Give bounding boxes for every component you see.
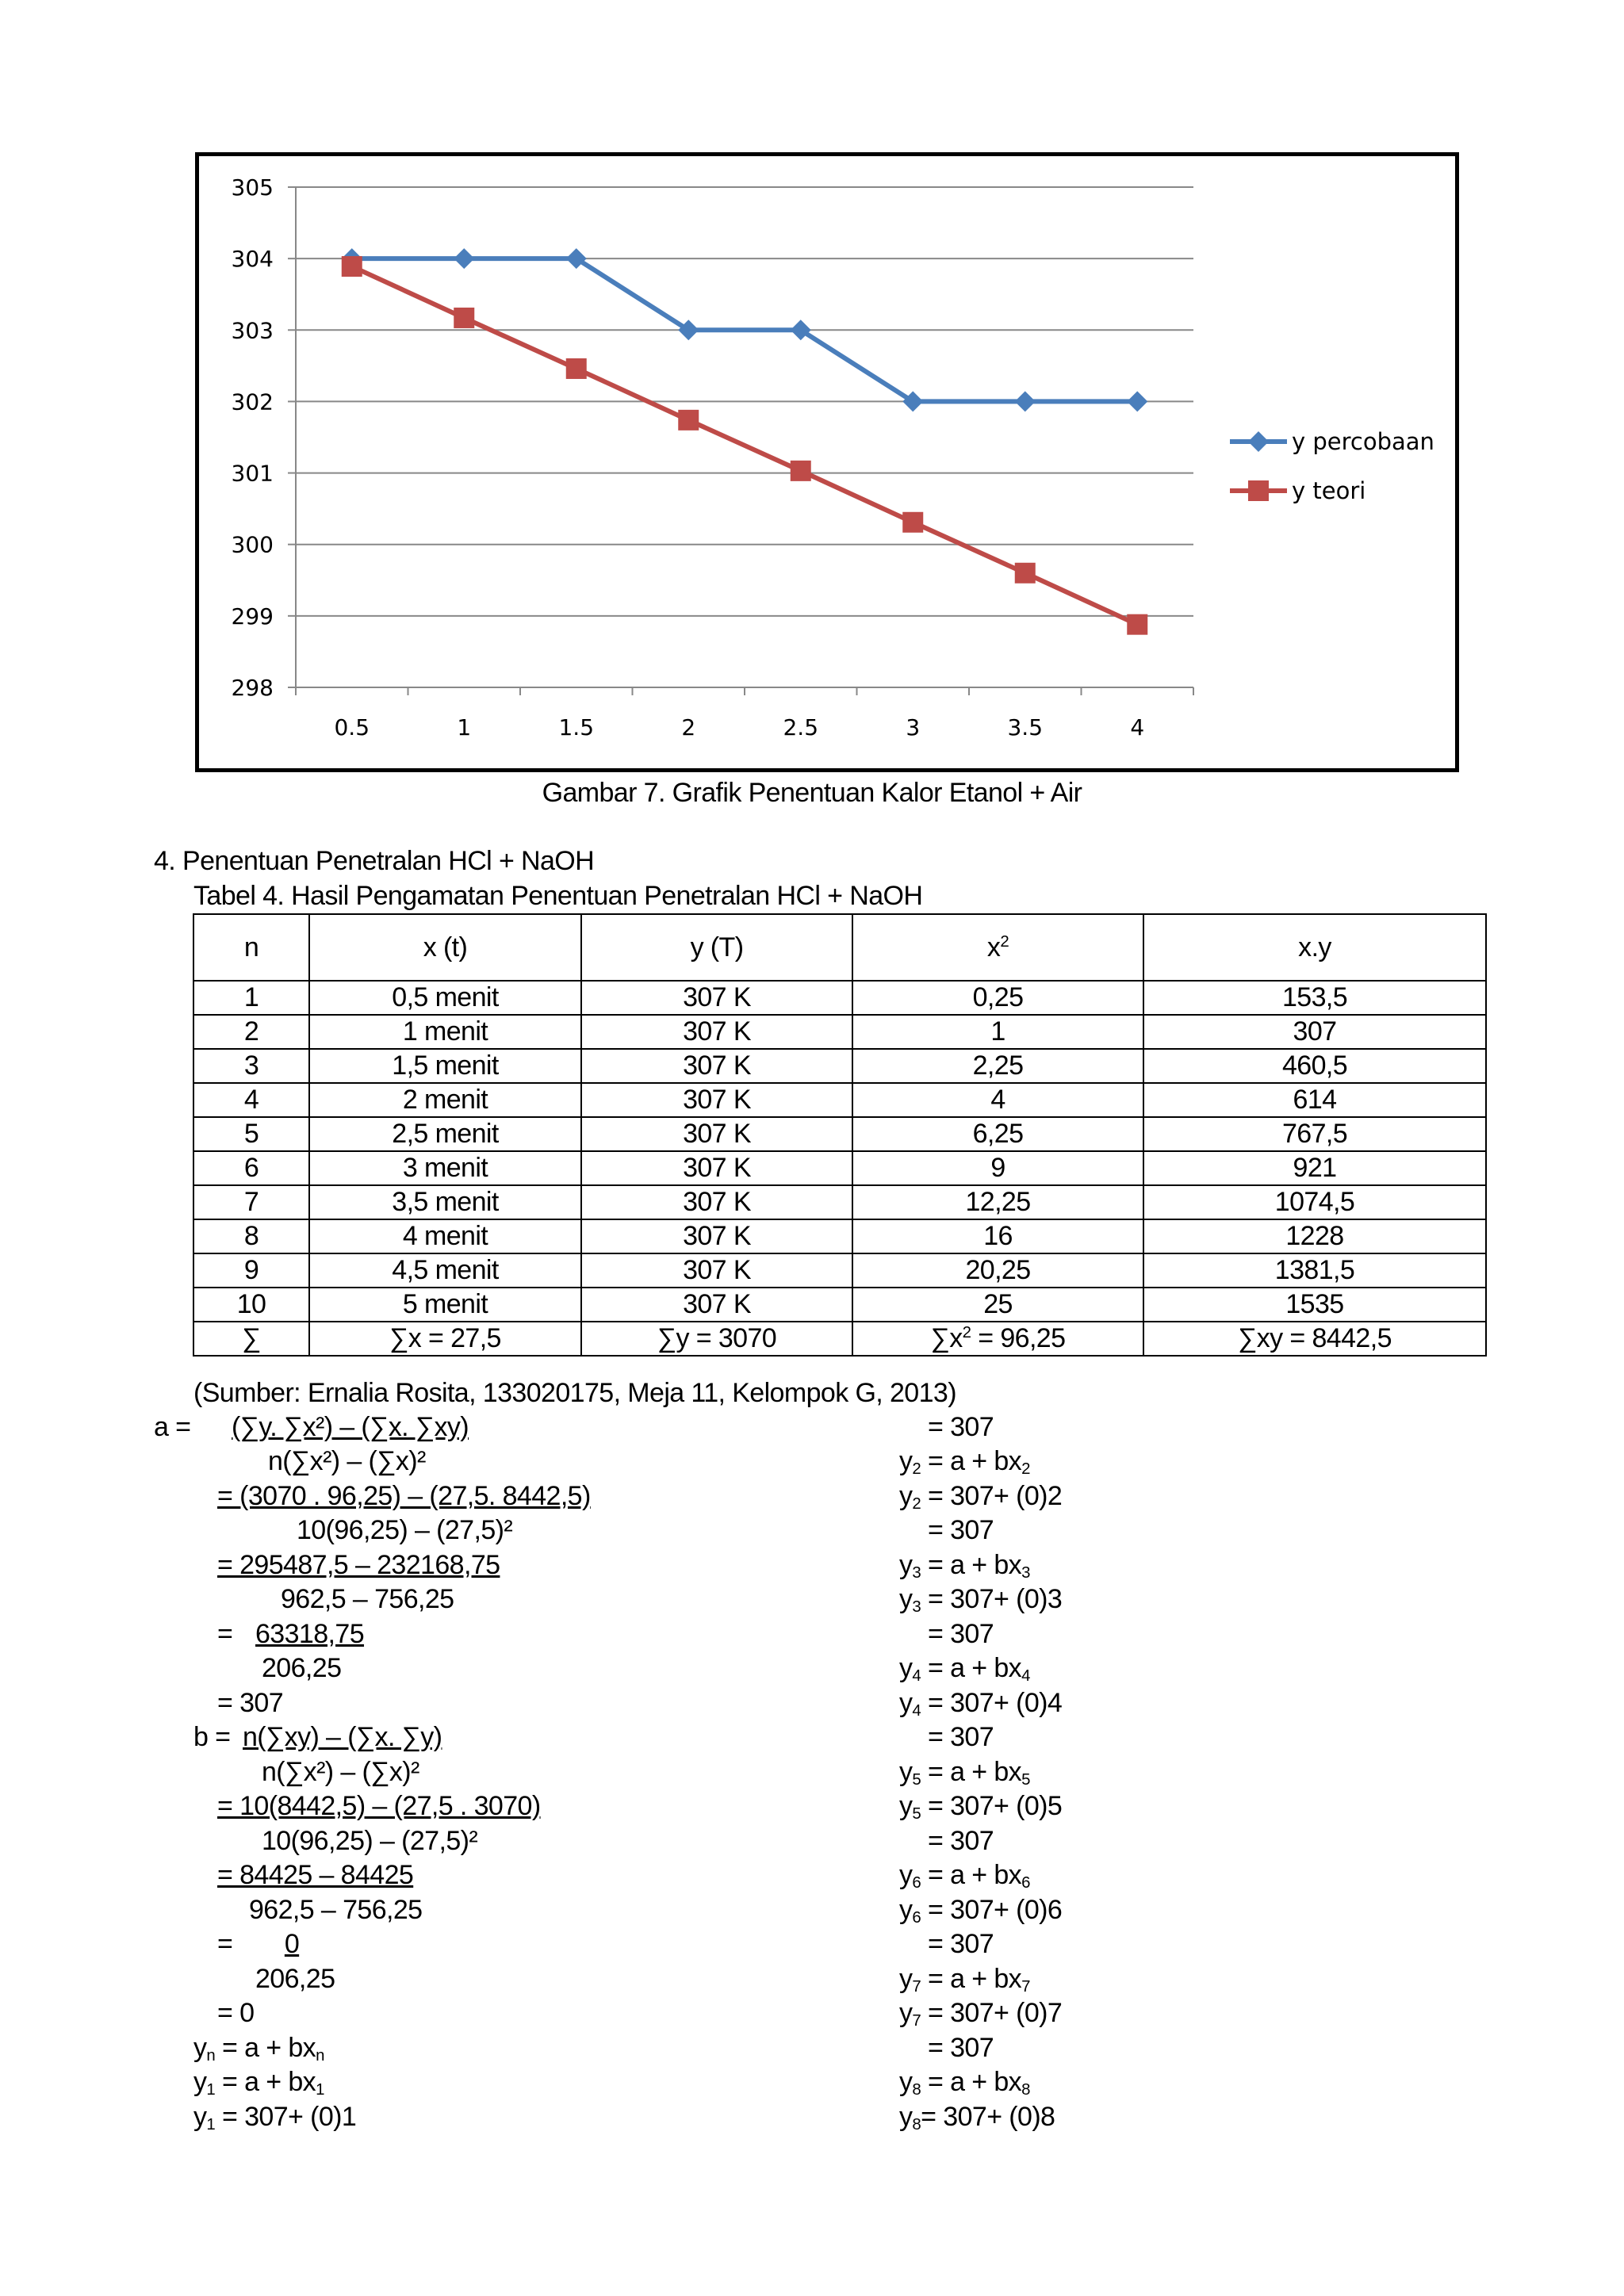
cell-n: 5 bbox=[193, 1117, 309, 1151]
table-source: (Sumber: Ernalia Rosita, 133020175, Meja 11, Kelompok G, 2013) bbox=[193, 1378, 956, 1408]
cell-x2: 1 bbox=[852, 1015, 1143, 1049]
a-step3-denominator: 206,25 bbox=[262, 1653, 342, 1683]
legend-marker bbox=[1248, 480, 1269, 501]
y6-substitution: $y_6 = 307+ (0)6$ bbox=[899, 1895, 1063, 1927]
y3-substitution: $y_3 = 307+ (0)3$ bbox=[899, 1584, 1063, 1617]
x-tick-label: 2.5 bbox=[783, 714, 819, 740]
cell-x2: 9 bbox=[852, 1151, 1143, 1185]
sum-y: ∑y = 3070 bbox=[581, 1322, 852, 1356]
y1-substitution: $y_1 = 307+ (0)1$ bbox=[193, 2102, 357, 2134]
cell-n: 6 bbox=[193, 1151, 309, 1185]
cell-x2: 20,25 bbox=[852, 1253, 1143, 1288]
header-x: x (t) bbox=[309, 914, 581, 981]
cell-y: 307 K bbox=[581, 1117, 852, 1151]
header-y: y (T) bbox=[581, 914, 852, 981]
cell-x2: 2,25 bbox=[852, 1049, 1143, 1083]
y7-formula: $y_7 = a + bx_7$ bbox=[899, 1964, 1030, 1996]
sum-x2: $\sum x^2 = 96,25$ bbox=[852, 1322, 1143, 1356]
y-tick-label: 300 bbox=[231, 531, 274, 558]
cell-x2: 4 bbox=[852, 1083, 1143, 1117]
cell-n: 7 bbox=[193, 1185, 309, 1219]
data-point bbox=[454, 248, 474, 269]
table-row bbox=[193, 1288, 1486, 1322]
data-point bbox=[566, 358, 587, 379]
cell-y: 307 K bbox=[581, 1083, 852, 1117]
b-label: b = bbox=[193, 1722, 231, 1752]
b-step3-numerator: 0 bbox=[284, 1929, 300, 1959]
cell-x: 3,5 menit bbox=[309, 1185, 581, 1219]
table-row bbox=[193, 1253, 1486, 1288]
data-point bbox=[1015, 563, 1036, 584]
cell-n: 3 bbox=[193, 1049, 309, 1083]
line-chart bbox=[199, 156, 1455, 768]
b-step2-denominator: 962,5 – 756,25 bbox=[249, 1895, 423, 1925]
b-denominator: n(∑x²) – (∑x)² bbox=[262, 1757, 419, 1787]
a-numerator: (∑y. ∑x²) – (∑x. ∑xy) bbox=[232, 1412, 469, 1442]
y1-result: = 307 bbox=[928, 1412, 994, 1442]
header-n: n bbox=[193, 914, 309, 981]
table-body bbox=[193, 981, 1486, 1322]
y1-formula: $y_1 = a + bx_1$ bbox=[193, 2067, 324, 2099]
y5-formula: $y_5 = a + bx_5$ bbox=[899, 1757, 1030, 1789]
x-tick-label: 1.5 bbox=[558, 714, 595, 740]
y8-substitution: $y_8= 307+ (0)8$ bbox=[899, 2102, 1055, 2134]
a-step3-equals: = bbox=[217, 1619, 233, 1649]
legend-label: y teori bbox=[1292, 477, 1366, 504]
a-step1-numerator: = (3070 . 96,25) – (27,5. 8442,5) bbox=[217, 1481, 591, 1511]
table-sum-row bbox=[193, 1322, 1486, 1356]
a-denominator: n(∑x²) – (∑x)² bbox=[268, 1446, 426, 1476]
sum-xy: ∑xy = 8442,5 bbox=[1143, 1322, 1486, 1356]
data-point bbox=[1127, 614, 1147, 635]
cell-x: 0,5 menit bbox=[309, 981, 581, 1015]
cell-x: 3 menit bbox=[309, 1151, 581, 1185]
y7-result: = 307 bbox=[928, 2033, 994, 2063]
table-row bbox=[193, 1117, 1486, 1151]
b-step1-numerator: = 10(8442,5) – (27,5 . 3070) bbox=[217, 1791, 541, 1821]
table-row bbox=[193, 1151, 1486, 1185]
table-title: Tabel 4. Hasil Pengamatan Penentuan Penetralan HCl + NaOH bbox=[193, 881, 923, 911]
cell-n: 10 bbox=[193, 1288, 309, 1322]
cell-x: 1 menit bbox=[309, 1015, 581, 1049]
cell-y: 307 K bbox=[581, 1288, 852, 1322]
cell-y: 307 K bbox=[581, 1015, 852, 1049]
data-point bbox=[678, 410, 699, 430]
y-tick-label: 305 bbox=[231, 174, 274, 201]
b-step2-numerator: = 84425 – 84425 bbox=[217, 1860, 414, 1890]
data-point bbox=[791, 461, 811, 481]
a-step1-denominator: 10(96,25) – (27,5)² bbox=[297, 1515, 513, 1545]
cell-y: 307 K bbox=[581, 1253, 852, 1288]
data-point bbox=[454, 308, 474, 328]
x-tick-label: 4 bbox=[1130, 714, 1145, 740]
a-result: = 307 bbox=[217, 1688, 284, 1718]
cell-y: 307 K bbox=[581, 1049, 852, 1083]
sum-x: ∑x = 27,5 bbox=[309, 1322, 581, 1356]
cell-y: 307 K bbox=[581, 1151, 852, 1185]
cell-xy: 1228 bbox=[1143, 1219, 1486, 1253]
header-x2: $x^2$ bbox=[852, 914, 1143, 981]
table-row bbox=[193, 1219, 1486, 1253]
x-tick-label: 1 bbox=[457, 714, 472, 740]
cell-y: 307 K bbox=[581, 981, 852, 1015]
cell-x2: 6,25 bbox=[852, 1117, 1143, 1151]
table-row bbox=[193, 981, 1486, 1015]
data-point bbox=[902, 512, 923, 533]
y-tick-label: 303 bbox=[231, 317, 274, 344]
cell-n: 4 bbox=[193, 1083, 309, 1117]
a-step3-numerator: 63318,75 bbox=[255, 1619, 365, 1649]
b-step3-denominator: 206,25 bbox=[255, 1964, 335, 1994]
y6-result: = 307 bbox=[928, 1929, 994, 1959]
cell-x: 1,5 menit bbox=[309, 1049, 581, 1083]
b-step3-equals: = bbox=[217, 1929, 233, 1959]
cell-x: 4,5 menit bbox=[309, 1253, 581, 1288]
x-tick-label: 0.5 bbox=[334, 714, 370, 740]
cell-y: 307 K bbox=[581, 1185, 852, 1219]
table-row bbox=[193, 1083, 1486, 1117]
legend-marker bbox=[1248, 431, 1269, 452]
a-step2-denominator: 962,5 – 756,25 bbox=[281, 1584, 454, 1614]
observation-table bbox=[193, 913, 1487, 1357]
y3-formula: $y_3 = a + bx_3$ bbox=[899, 1550, 1030, 1582]
x-tick-label: 3.5 bbox=[1007, 714, 1044, 740]
cell-x: 4 menit bbox=[309, 1219, 581, 1253]
table-row bbox=[193, 1049, 1486, 1083]
y-tick-label: 302 bbox=[231, 388, 274, 415]
yn-formula: $y_n = a + bx_n$ bbox=[193, 2033, 324, 2065]
cell-n: 1 bbox=[193, 981, 309, 1015]
cell-xy: 307 bbox=[1143, 1015, 1486, 1049]
cell-x: 2,5 menit bbox=[309, 1117, 581, 1151]
data-point bbox=[1127, 391, 1147, 411]
cell-x2: 25 bbox=[852, 1288, 1143, 1322]
y4-formula: $y_4 = a + bx_4$ bbox=[899, 1653, 1030, 1686]
cell-xy: 614 bbox=[1143, 1083, 1486, 1117]
b-step1-denominator: 10(96,25) – (27,5)² bbox=[262, 1826, 478, 1856]
y4-result: = 307 bbox=[928, 1722, 994, 1752]
cell-x2: 0,25 bbox=[852, 981, 1143, 1015]
sum-n: ∑ bbox=[193, 1322, 309, 1356]
y6-formula: $y_6 = a + bx_6$ bbox=[899, 1860, 1030, 1892]
cell-y: 307 K bbox=[581, 1219, 852, 1253]
chart-frame bbox=[195, 152, 1459, 772]
y5-result: = 307 bbox=[928, 1826, 994, 1856]
cell-x: 2 menit bbox=[309, 1083, 581, 1117]
cell-xy: 767,5 bbox=[1143, 1117, 1486, 1151]
cell-xy: 1074,5 bbox=[1143, 1185, 1486, 1219]
y-tick-label: 304 bbox=[231, 246, 274, 273]
y-tick-label: 301 bbox=[231, 460, 274, 487]
section-heading: 4. Penentuan Penetralan HCl + NaOH bbox=[154, 846, 595, 876]
cell-xy: 1535 bbox=[1143, 1288, 1486, 1322]
y4-substitution: $y_4 = 307+ (0)4$ bbox=[899, 1688, 1063, 1720]
b-result: = 0 bbox=[217, 1998, 255, 2028]
table-header-row bbox=[193, 914, 1486, 981]
cell-n: 9 bbox=[193, 1253, 309, 1288]
x-tick-label: 3 bbox=[906, 714, 921, 740]
y2-result: = 307 bbox=[928, 1515, 994, 1545]
legend-label: y percobaan bbox=[1292, 428, 1434, 455]
y5-substitution: $y_5 = 307+ (0)5$ bbox=[899, 1791, 1063, 1823]
cell-xy: 460,5 bbox=[1143, 1049, 1486, 1083]
a-step2-numerator: = 295487,5 – 232168,75 bbox=[217, 1550, 500, 1580]
y-tick-label: 299 bbox=[231, 603, 274, 629]
cell-n: 8 bbox=[193, 1219, 309, 1253]
y2-formula: $y_2 = a + bx_2$ bbox=[899, 1446, 1030, 1479]
x-tick-label: 2 bbox=[681, 714, 696, 740]
cell-xy: 1381,5 bbox=[1143, 1253, 1486, 1288]
cell-x2: 16 bbox=[852, 1219, 1143, 1253]
y2-substitution: $y_2 = 307+ (0)2$ bbox=[899, 1481, 1063, 1513]
cell-n: 2 bbox=[193, 1015, 309, 1049]
y-tick-label: 298 bbox=[231, 675, 274, 701]
cell-xy: 921 bbox=[1143, 1151, 1486, 1185]
data-point bbox=[342, 256, 362, 277]
cell-x: 5 menit bbox=[309, 1288, 581, 1322]
y8-formula: $y_8 = a + bx_8$ bbox=[899, 2067, 1030, 2099]
chart-caption: Gambar 7. Grafik Penentuan Kalor Etanol + Air bbox=[542, 778, 1082, 808]
cell-x2: 12,25 bbox=[852, 1185, 1143, 1219]
y7-substitution: $y_7 = 307+ (0)7$ bbox=[899, 1998, 1063, 2030]
y3-result: = 307 bbox=[928, 1619, 994, 1649]
b-numerator: n(∑xy) – (∑x. ∑y) bbox=[243, 1722, 442, 1752]
table-row bbox=[193, 1015, 1486, 1049]
header-xy: x.y bbox=[1143, 914, 1486, 981]
a-label: a = bbox=[154, 1412, 191, 1442]
data-point bbox=[1015, 391, 1036, 411]
cell-xy: 153,5 bbox=[1143, 981, 1486, 1015]
table-row bbox=[193, 1185, 1486, 1219]
